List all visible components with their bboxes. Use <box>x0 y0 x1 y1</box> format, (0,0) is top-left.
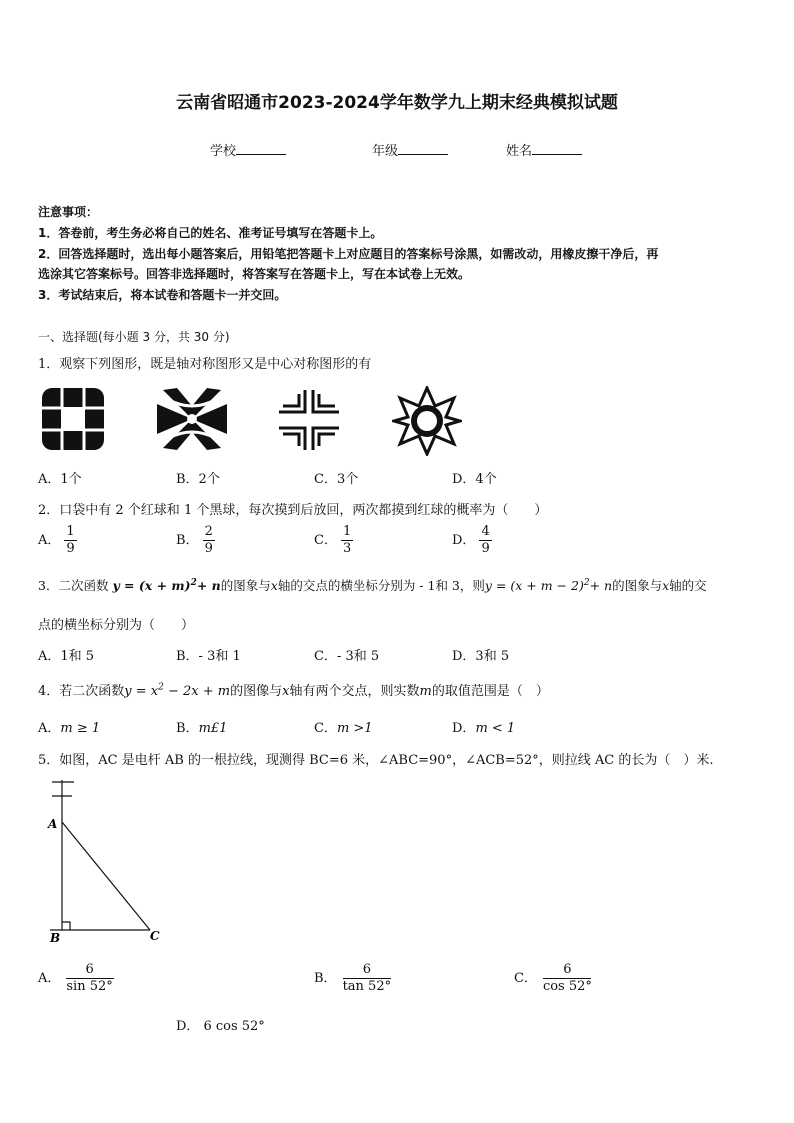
q3-stem-a: 3．二次函数 <box>38 578 109 593</box>
numerator: 1 <box>66 524 75 539</box>
q4-option-d[interactable] <box>452 717 515 736</box>
flower-knot-icon <box>155 386 229 452</box>
note-1: 1．答卷前，考生务必将自己的姓名、准考证号填写在答题卡上。 <box>38 226 383 240</box>
q2-option-a-label: A． <box>38 533 61 548</box>
q5-option-b[interactable] <box>314 962 393 995</box>
q4-stem <box>38 680 549 699</box>
fraction <box>203 524 215 557</box>
q5-option-d-expr: 6 cos 52° <box>203 1019 265 1034</box>
q3-xvar-2: x <box>662 578 670 593</box>
q4-mid2: 轴有两个交点，则实数 <box>289 684 420 699</box>
numerator: 2 <box>204 524 213 539</box>
denominator: 9 <box>66 541 75 556</box>
q4-option-c[interactable] <box>314 717 373 736</box>
q4-option-c-label: C． <box>314 721 337 736</box>
point-b-label: B <box>50 931 61 945</box>
fraction <box>64 524 76 557</box>
q3-formula-1-exp: 2 <box>190 577 197 588</box>
cross-lines-icon <box>277 388 341 452</box>
numerator: 4 <box>481 524 490 539</box>
q3-option-b[interactable]: B．- 3和 1 <box>176 649 241 664</box>
numerator: 6 <box>66 962 114 979</box>
square-swirl-icon <box>40 386 106 452</box>
q3-mid2: 轴的交点的横坐标分别为 - 1和 3，则 <box>277 578 485 593</box>
q3-option-a[interactable]: A．1和 5 <box>38 649 95 664</box>
note-2a: 2．回答选择题时，选出每小题答案后，用铅笔把答题卡上对应题目的答案标号涂黑，如需改动，用橡皮擦干净后，再 <box>38 247 659 261</box>
q4-option-a-expr: m ≥ 1 <box>60 721 101 736</box>
q4-option-a[interactable] <box>38 717 100 736</box>
q3-formula-2-exp: 2 <box>583 577 590 588</box>
q4-option-b[interactable] <box>176 717 227 736</box>
q2-option-a[interactable] <box>38 524 77 557</box>
grade-blank[interactable] <box>398 142 448 155</box>
q1-stem: 1．观察下列图形，既是轴对称图形又是中心对称图形的有 <box>38 357 372 372</box>
note-2b: 选涂其它答案标号。回答非选择题时，将答案写在答题卡上，写在本试卷上无效。 <box>38 267 471 281</box>
denominator: 3 <box>342 541 352 556</box>
q4-option-d-label: D． <box>452 721 476 736</box>
q3-formula-1 <box>112 578 220 593</box>
q1-option-a[interactable]: A．1个 <box>38 472 82 487</box>
q5-stem: 5．如图，AC 是电杆 AB 的一根拉线，现测得 BC=6 米，∠ABC=90°，∠ACB=52°，则拉线 AC 的长为（ ）米. <box>38 753 714 768</box>
q5-option-c-label: C． <box>514 971 537 986</box>
q4-formula <box>124 684 230 699</box>
q4-formula-exp: 2 <box>158 682 164 693</box>
q2-option-b[interactable] <box>176 524 215 557</box>
q5-option-b-label: B． <box>314 971 337 986</box>
q5-option-a-label: A． <box>38 971 61 986</box>
q4-option-b-expr: m£1 <box>198 721 228 736</box>
grade-label: 年级 <box>372 144 399 159</box>
fraction <box>341 524 353 557</box>
point-c-label: C <box>150 929 160 943</box>
denominator: cos 52° <box>542 979 592 994</box>
q4-end: 的取值范围是（ ） <box>431 684 549 699</box>
note-3: 3．考试结束后，将本试卷和答题卡一并交回。 <box>38 288 287 302</box>
point-a-label: A <box>48 817 58 831</box>
fraction <box>341 962 394 995</box>
denominator: 9 <box>204 541 213 556</box>
numerator: 1 <box>342 524 352 539</box>
q3-formula-2-tail: + n <box>589 578 613 593</box>
q3-stem-line2: 点的横坐标分别为（ ） <box>38 618 195 633</box>
q5-option-d-label: D． <box>176 1019 200 1034</box>
exam-title: 云南省昭通市2023-2024学年数学九上期末经典模拟试题 <box>176 93 618 113</box>
school-label: 学校 <box>210 144 237 159</box>
q3-stem <box>38 576 707 594</box>
q3-option-d[interactable]: D．3和 5 <box>452 649 510 664</box>
q3-formula-1-tail: + n <box>196 578 221 593</box>
q2-option-b-label: B． <box>176 533 199 548</box>
pole-triangle-diagram <box>40 776 170 948</box>
q4-option-b-label: B． <box>176 721 199 736</box>
q4-option-c-expr: m >1 <box>336 721 373 736</box>
q3-option-c[interactable]: C．- 3和 5 <box>314 649 380 664</box>
fraction <box>64 962 114 995</box>
q3-formula-1-base: y = (x + m) <box>112 578 191 593</box>
q4-stem-a: 4．若二次函数 <box>38 684 125 699</box>
section-heading: 一、选择题(每小题 3 分，共 30 分) <box>38 330 230 344</box>
q3-formula-2 <box>485 578 612 593</box>
numerator: 6 <box>343 962 391 979</box>
notes-heading: 注意事项： <box>38 205 99 219</box>
denominator: sin 52° <box>66 979 113 994</box>
denominator: 9 <box>481 541 490 556</box>
q5-option-d[interactable] <box>176 1015 265 1034</box>
q1-option-c[interactable]: C．3个 <box>314 472 359 487</box>
q4-option-d-expr: m < 1 <box>475 721 516 736</box>
q4-formula-tail: − 2x + m <box>163 684 231 699</box>
q3-end2: 轴的交 <box>669 578 707 593</box>
denominator: tan 52° <box>342 979 392 994</box>
q3-mid: 的图象与 <box>220 578 271 593</box>
school-blank[interactable] <box>236 142 286 155</box>
q3-xvar: x <box>270 578 278 593</box>
q2-option-c-label: C． <box>314 533 337 548</box>
q4-option-a-label: A． <box>38 721 61 736</box>
school-field <box>210 140 286 159</box>
fraction <box>479 524 491 557</box>
q2-option-c[interactable] <box>314 524 353 557</box>
q3-end: 的图象与 <box>612 578 663 593</box>
q4-mid: 的图像与 <box>230 684 283 699</box>
q5-option-c[interactable] <box>514 962 594 995</box>
q1-option-d[interactable]: D．4个 <box>452 472 497 487</box>
q2-option-d[interactable] <box>452 524 492 557</box>
name-label: 姓名 <box>506 144 533 159</box>
octagram-flower-icon <box>392 386 462 456</box>
q4-mvar: m <box>419 684 432 699</box>
name-blank[interactable] <box>532 142 582 155</box>
grade-field <box>372 140 448 159</box>
q4-xvar: x <box>282 684 290 699</box>
q2-stem: 2．口袋中有 2 个红球和 1 个黑球，每次摸到后放回，两次都摸到红球的概率为（ ） <box>38 503 548 518</box>
q3-formula-2-base: y = (x + m − 2) <box>484 578 584 593</box>
numerator: 6 <box>543 962 591 979</box>
q1-option-b[interactable]: B．2个 <box>176 472 220 487</box>
q5-option-a[interactable] <box>38 962 115 995</box>
q4-formula-base: y = x <box>124 684 159 699</box>
fraction <box>541 962 594 995</box>
q2-option-d-label: D． <box>452 533 476 548</box>
name-field <box>506 140 582 159</box>
